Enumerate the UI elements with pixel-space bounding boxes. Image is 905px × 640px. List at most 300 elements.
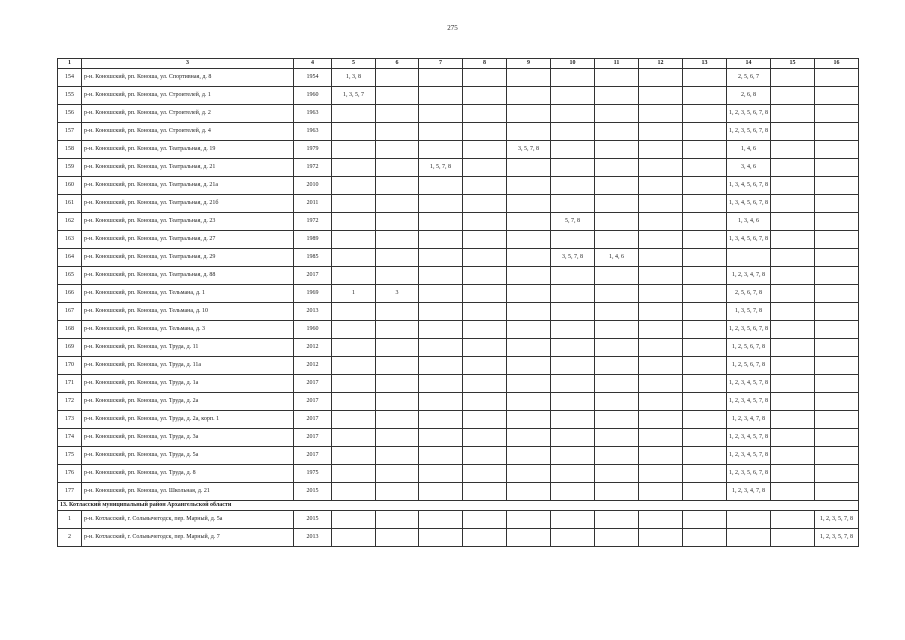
table-cell	[507, 123, 551, 141]
table-cell	[639, 231, 683, 249]
table-cell	[419, 177, 463, 195]
table-cell	[639, 87, 683, 105]
table-cell	[771, 357, 815, 375]
table-cell	[639, 465, 683, 483]
table-cell: 1, 3, 5, 7	[332, 87, 376, 105]
table-cell	[771, 511, 815, 529]
table-cell	[376, 339, 419, 357]
table-cell	[771, 447, 815, 465]
table-cell	[332, 141, 376, 159]
table-cell	[507, 511, 551, 529]
table-row	[58, 529, 859, 547]
table-cell	[332, 123, 376, 141]
table-cell	[683, 375, 727, 393]
address-cell: р-н. Коношский, рп. Коноша, ул. Спортивная, д. 8	[82, 69, 294, 87]
table-cell	[595, 357, 639, 375]
table-cell: 175	[58, 447, 82, 465]
table-row	[58, 249, 859, 267]
table-cell	[683, 213, 727, 231]
table-cell	[332, 105, 376, 123]
table-cell	[683, 159, 727, 177]
address-cell: р-н. Коношский, рп. Коноша, ул. Труда, д. 5а	[82, 447, 294, 465]
table-cell	[771, 105, 815, 123]
table-cell	[639, 483, 683, 501]
table-cell	[463, 267, 507, 285]
table-cell	[332, 447, 376, 465]
address-cell: р-н. Коношский, рп. Коноша, ул. Театральная, д. 29	[82, 249, 294, 267]
table-cell	[376, 123, 419, 141]
table-cell	[683, 195, 727, 213]
table-cell: 1, 2, 3, 4, 7, 8	[727, 483, 771, 501]
table-cell	[551, 447, 595, 465]
table-cell: 1, 2, 3, 5, 6, 7, 8	[727, 465, 771, 483]
table-cell	[551, 411, 595, 429]
table-cell	[639, 357, 683, 375]
table-cell	[595, 465, 639, 483]
table-cell	[376, 465, 419, 483]
table-cell	[332, 357, 376, 375]
table-cell	[595, 69, 639, 87]
table-cell	[815, 447, 859, 465]
table-cell	[376, 159, 419, 177]
table-row	[58, 465, 859, 483]
table-cell	[507, 87, 551, 105]
table-cell: 162	[58, 213, 82, 231]
table-cell	[332, 249, 376, 267]
table-cell	[332, 195, 376, 213]
table-cell	[463, 195, 507, 213]
table-cell	[376, 177, 419, 195]
table-cell	[419, 375, 463, 393]
table-cell: 1	[58, 511, 82, 529]
table-cell	[639, 249, 683, 267]
table-cell	[551, 123, 595, 141]
table-cell: 1, 2, 3, 4, 7, 8	[727, 411, 771, 429]
table-cell	[332, 529, 376, 547]
table-cell: 1969	[294, 285, 332, 303]
table-cell	[463, 447, 507, 465]
address-cell: р-н. Коношский, рп. Коноша, ул. Труда, д. 11	[82, 339, 294, 357]
table-cell	[683, 69, 727, 87]
table-cell: 1975	[294, 465, 332, 483]
table-cell: 2010	[294, 177, 332, 195]
table-cell: 2017	[294, 267, 332, 285]
table-cell	[639, 411, 683, 429]
address-cell: р-н. Коношский, рп. Коноша, ул. Строителей, д. 2	[82, 105, 294, 123]
table-cell	[815, 159, 859, 177]
table-cell	[419, 249, 463, 267]
header-row	[58, 59, 859, 69]
table-cell	[507, 529, 551, 547]
table-cell	[507, 393, 551, 411]
table-cell	[376, 483, 419, 501]
table-cell	[727, 249, 771, 267]
table-cell	[419, 69, 463, 87]
table-cell	[683, 529, 727, 547]
table-cell	[507, 69, 551, 87]
table-cell	[419, 213, 463, 231]
table-cell	[595, 105, 639, 123]
table-cell	[376, 447, 419, 465]
table-cell	[815, 87, 859, 105]
table-cell: 1972	[294, 213, 332, 231]
table-cell	[683, 87, 727, 105]
table-cell	[595, 87, 639, 105]
table-cell	[332, 429, 376, 447]
table-row	[58, 375, 859, 393]
table-cell: 3, 5, 7, 8	[507, 141, 551, 159]
table-cell	[332, 303, 376, 321]
table-cell	[507, 105, 551, 123]
table-cell	[376, 87, 419, 105]
table-cell	[507, 321, 551, 339]
table-cell	[815, 429, 859, 447]
column-header: 1	[58, 59, 82, 69]
table-cell	[376, 529, 419, 547]
table-cell	[815, 357, 859, 375]
table-cell: 2011	[294, 195, 332, 213]
table-cell: 1, 2, 3, 4, 5, 7, 8	[727, 375, 771, 393]
table-cell	[419, 321, 463, 339]
table-cell	[815, 105, 859, 123]
table-cell	[332, 465, 376, 483]
table-cell: 155	[58, 87, 82, 105]
table-cell: 1960	[294, 87, 332, 105]
table-cell	[419, 429, 463, 447]
table-cell: 1, 2, 3, 4, 5, 7, 8	[727, 447, 771, 465]
table-cell	[683, 511, 727, 529]
table-cell	[332, 321, 376, 339]
table-cell	[376, 231, 419, 249]
table-row	[58, 393, 859, 411]
table-cell	[419, 195, 463, 213]
column-header: 10	[551, 59, 595, 69]
table-cell	[419, 105, 463, 123]
table-cell	[639, 123, 683, 141]
table-cell	[595, 267, 639, 285]
column-header: 11	[595, 59, 639, 69]
table-cell: 1979	[294, 141, 332, 159]
table-cell	[771, 177, 815, 195]
address-cell: р-н. Котласский, г. Сольвычегодск, пер. Марный, д. 5а	[82, 511, 294, 529]
table-cell	[463, 511, 507, 529]
table-cell	[507, 213, 551, 231]
table-cell	[595, 159, 639, 177]
table-cell	[771, 285, 815, 303]
column-header: 9	[507, 59, 551, 69]
table-cell	[551, 177, 595, 195]
table-cell	[419, 511, 463, 529]
table-cell	[683, 267, 727, 285]
table-cell: 156	[58, 105, 82, 123]
table-cell	[376, 321, 419, 339]
table-cell	[332, 159, 376, 177]
table-cell	[595, 411, 639, 429]
table-row	[58, 177, 859, 195]
table-cell	[771, 195, 815, 213]
table-cell	[463, 465, 507, 483]
table-row	[58, 339, 859, 357]
table-cell	[639, 429, 683, 447]
table-cell	[639, 177, 683, 195]
table-cell: 172	[58, 393, 82, 411]
table-cell	[683, 357, 727, 375]
column-header: 16	[815, 59, 859, 69]
table-cell: 176	[58, 465, 82, 483]
table-cell	[332, 393, 376, 411]
address-cell: р-н. Котласский, г. Сольвычегодск, пер. Марный, д. 7	[82, 529, 294, 547]
table-cell	[771, 375, 815, 393]
table-cell: 161	[58, 195, 82, 213]
address-cell: р-н. Коношский, рп. Коноша, ул. Театральная, д. 21б	[82, 195, 294, 213]
table-row	[58, 303, 859, 321]
table-cell	[551, 105, 595, 123]
address-cell: р-н. Коношский, рп. Коноша, ул. Труда, д. 8	[82, 465, 294, 483]
table-cell: 1985	[294, 249, 332, 267]
table-cell: 2017	[294, 447, 332, 465]
table-cell	[507, 159, 551, 177]
table-cell	[463, 357, 507, 375]
table-cell	[771, 159, 815, 177]
table-cell: 159	[58, 159, 82, 177]
address-cell: р-н. Коношский, рп. Коноша, ул. Труда, д. 1а	[82, 375, 294, 393]
table-cell	[507, 483, 551, 501]
table-cell	[463, 375, 507, 393]
table-cell	[683, 411, 727, 429]
page-number: 275	[447, 24, 458, 32]
table-cell: 1, 3, 4, 5, 6, 7, 8	[727, 195, 771, 213]
table-row	[58, 123, 859, 141]
column-header: 6	[376, 59, 419, 69]
table-cell: 1, 2, 3, 5, 7, 8	[815, 511, 859, 529]
table-cell	[639, 69, 683, 87]
table-cell: 157	[58, 123, 82, 141]
table-cell	[463, 105, 507, 123]
table-cell	[463, 249, 507, 267]
table-cell	[551, 141, 595, 159]
table-cell: 1963	[294, 105, 332, 123]
table-cell	[595, 195, 639, 213]
table-cell	[815, 483, 859, 501]
table-cell	[771, 123, 815, 141]
table-cell	[507, 465, 551, 483]
table-row	[58, 195, 859, 213]
table-cell	[815, 321, 859, 339]
table-cell	[463, 231, 507, 249]
column-header: 13	[683, 59, 727, 69]
table-row	[58, 231, 859, 249]
table-cell: 2017	[294, 429, 332, 447]
table-cell	[595, 511, 639, 529]
table-cell	[507, 429, 551, 447]
column-header: 12	[639, 59, 683, 69]
table-cell	[815, 249, 859, 267]
table-cell: 2	[58, 529, 82, 547]
table-cell	[507, 249, 551, 267]
table-cell	[507, 303, 551, 321]
table-cell: 168	[58, 321, 82, 339]
table-row	[58, 105, 859, 123]
table-cell	[376, 393, 419, 411]
table-cell	[463, 69, 507, 87]
table-cell	[771, 267, 815, 285]
table-cell	[419, 465, 463, 483]
address-cell: р-н. Коношский, рп. Коноша, ул. Труда, д. 11а	[82, 357, 294, 375]
table-cell	[815, 465, 859, 483]
table-cell	[507, 267, 551, 285]
table-cell	[376, 511, 419, 529]
table-cell	[639, 511, 683, 529]
table-cell	[332, 411, 376, 429]
table-row	[58, 357, 859, 375]
table-cell	[815, 393, 859, 411]
table-cell: 171	[58, 375, 82, 393]
table-cell	[376, 267, 419, 285]
address-cell: р-н. Коношский, рп. Коноша, ул. Труда, д. 3а	[82, 429, 294, 447]
table-cell: 2013	[294, 303, 332, 321]
table-cell	[551, 429, 595, 447]
table-cell: 174	[58, 429, 82, 447]
table-cell	[419, 231, 463, 249]
table-cell	[639, 285, 683, 303]
table-cell	[771, 231, 815, 249]
table-cell	[771, 69, 815, 87]
table-row	[58, 429, 859, 447]
table-cell	[639, 447, 683, 465]
table-cell	[551, 465, 595, 483]
table-cell	[332, 213, 376, 231]
table-row	[58, 69, 859, 87]
table-cell	[376, 357, 419, 375]
table-cell: 1, 2, 3, 5, 6, 7, 8	[727, 321, 771, 339]
table-row	[58, 483, 859, 501]
table-cell	[332, 231, 376, 249]
table-cell	[727, 511, 771, 529]
table-cell	[463, 339, 507, 357]
table-cell	[815, 213, 859, 231]
table-cell	[419, 393, 463, 411]
table-cell	[595, 285, 639, 303]
table-cell	[463, 483, 507, 501]
table-cell	[815, 141, 859, 159]
table-cell: 169	[58, 339, 82, 357]
table-cell: 170	[58, 357, 82, 375]
table-cell: 1963	[294, 123, 332, 141]
table-cell	[771, 339, 815, 357]
table-cell	[419, 123, 463, 141]
table-cell	[551, 303, 595, 321]
table-cell	[507, 411, 551, 429]
table-cell: 1, 2, 3, 4, 7, 8	[727, 267, 771, 285]
table-cell	[507, 195, 551, 213]
table-cell: 177	[58, 483, 82, 501]
table-row	[58, 87, 859, 105]
table-cell	[639, 141, 683, 159]
table-cell	[595, 447, 639, 465]
table-cell	[507, 375, 551, 393]
table-cell	[771, 529, 815, 547]
table-row	[58, 267, 859, 285]
table-cell	[551, 511, 595, 529]
table-cell	[771, 249, 815, 267]
table-cell: 2015	[294, 483, 332, 501]
table-cell: 5, 7, 8	[551, 213, 595, 231]
table-cell	[551, 529, 595, 547]
table-cell	[507, 357, 551, 375]
address-cell: р-н. Коношский, рп. Коноша, ул. Театральная, д. 23	[82, 213, 294, 231]
table-cell	[551, 267, 595, 285]
table-cell	[815, 123, 859, 141]
table-cell	[595, 123, 639, 141]
table-cell	[507, 447, 551, 465]
table-cell	[639, 393, 683, 411]
table-cell	[551, 393, 595, 411]
table-cell: 3, 5, 7, 8	[551, 249, 595, 267]
table-cell	[771, 141, 815, 159]
table-row	[58, 213, 859, 231]
table-cell	[419, 87, 463, 105]
table-cell: 160	[58, 177, 82, 195]
table-cell: 3, 4, 6	[727, 159, 771, 177]
table-cell: 1, 2, 3, 5, 7, 8	[815, 529, 859, 547]
table-cell: 1, 3, 4, 5, 6, 7, 8	[727, 177, 771, 195]
table-cell: 2, 6, 8	[727, 87, 771, 105]
table-cell	[419, 411, 463, 429]
table-cell	[771, 87, 815, 105]
table-cell	[815, 267, 859, 285]
table-cell	[595, 141, 639, 159]
table-cell	[771, 213, 815, 231]
table-cell: 1, 2, 3, 5, 6, 7, 8	[727, 105, 771, 123]
table-row	[58, 159, 859, 177]
table-cell	[683, 339, 727, 357]
table-row	[58, 285, 859, 303]
table-cell: 2017	[294, 393, 332, 411]
table-cell: 1, 4, 6	[727, 141, 771, 159]
table-cell	[595, 429, 639, 447]
table-cell	[332, 375, 376, 393]
table-cell: 2015	[294, 511, 332, 529]
table-cell	[595, 483, 639, 501]
table-cell	[683, 465, 727, 483]
table-cell: 1, 3, 8	[332, 69, 376, 87]
column-header: 5	[332, 59, 376, 69]
table-cell	[376, 195, 419, 213]
table-cell	[815, 375, 859, 393]
table-cell	[551, 339, 595, 357]
table-cell	[551, 483, 595, 501]
column-header: 7	[419, 59, 463, 69]
table-cell	[683, 285, 727, 303]
table-cell: 1, 5, 7, 8	[419, 159, 463, 177]
table-cell: 173	[58, 411, 82, 429]
address-cell: р-н. Коношский, рп. Коноша, ул. Тельмана, д. 10	[82, 303, 294, 321]
table-cell	[815, 303, 859, 321]
table-cell	[332, 511, 376, 529]
table-cell	[463, 87, 507, 105]
table-cell	[771, 393, 815, 411]
table-cell	[332, 483, 376, 501]
table-cell	[771, 411, 815, 429]
column-header: 3	[82, 59, 294, 69]
table-cell	[683, 303, 727, 321]
table-cell	[771, 465, 815, 483]
table-cell	[815, 231, 859, 249]
section-row	[58, 501, 859, 511]
table-cell	[683, 231, 727, 249]
table-cell	[815, 177, 859, 195]
table-cell: 1, 3, 4, 6	[727, 213, 771, 231]
